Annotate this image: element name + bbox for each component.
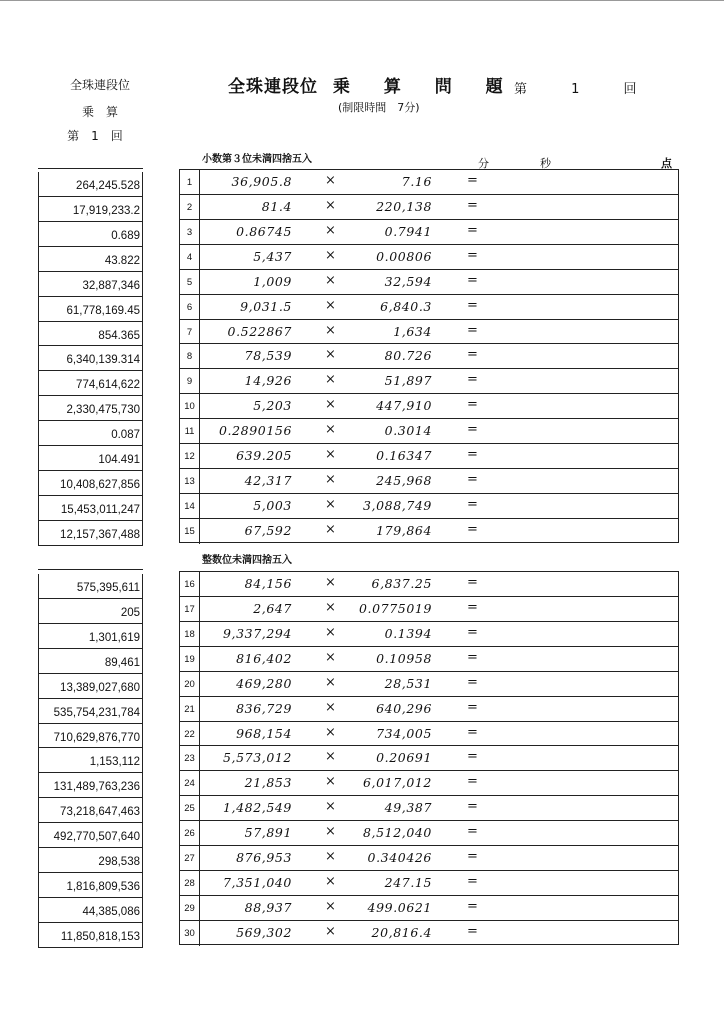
problem-row (180, 921, 678, 946)
section1-label: 小数第３位未満四捨五入 (202, 154, 312, 165)
left-subject: 乗 算 (81, 105, 118, 119)
problem-row (180, 519, 678, 544)
times-sign: × (325, 699, 336, 715)
equals-sign: = (467, 422, 478, 438)
problem-number: 14 (180, 494, 200, 518)
multiplicand: 42,317 (244, 473, 292, 489)
equals-sign: = (467, 197, 478, 213)
multiplicand: 639.205 (236, 448, 292, 464)
problem-row (180, 344, 678, 369)
problem-row (180, 896, 678, 921)
answer-value: 6,340,139.314 (39, 346, 142, 371)
problem-number: 7 (180, 320, 200, 344)
problem-number: 17 (180, 597, 200, 621)
times-sign: × (325, 674, 336, 690)
answers2-top-border (38, 569, 143, 570)
problem-number: 19 (180, 647, 200, 671)
multiplicand: 1,009 (253, 273, 292, 289)
answer-value: 264,245.528 (39, 172, 142, 197)
multiplicand: 84,156 (244, 576, 292, 591)
multiplier: 220,138 (376, 198, 432, 214)
answer-value: 774,614,622 (39, 371, 142, 396)
answer-value: 15,453,011,247 (39, 496, 142, 521)
multiplicand: 9,337,294 (222, 625, 292, 641)
multiplicand: 0.86745 (236, 223, 292, 239)
problem-row (180, 494, 678, 519)
problem-row (180, 871, 678, 896)
times-sign: × (325, 173, 336, 188)
times-sign: × (325, 197, 336, 213)
problem-number: 25 (180, 796, 200, 820)
times-sign: × (325, 575, 336, 590)
time-limit: (制限時間 7分) (338, 101, 420, 114)
equals-sign: = (467, 799, 478, 815)
answer-value: 205 (39, 599, 142, 624)
multiplier: 6,017,012 (362, 775, 432, 791)
problem-number: 21 (180, 697, 200, 721)
multiplicand: 7,351,040 (222, 875, 292, 891)
problem-row (180, 622, 678, 647)
problem-number: 5 (180, 270, 200, 294)
multiplier: 51,897 (384, 373, 432, 389)
answer-value: 104.491 (39, 446, 142, 471)
equals-sign: = (467, 699, 478, 715)
times-sign: × (325, 447, 336, 463)
times-sign: × (325, 849, 336, 865)
answers1-top-border (38, 168, 143, 169)
multiplicand: 36,905.8 (231, 174, 292, 189)
answers-column-1 (38, 172, 143, 546)
problem-number: 13 (180, 469, 200, 493)
problem-number: 16 (180, 572, 200, 596)
equals-sign: = (467, 599, 478, 615)
equals-sign: = (467, 247, 478, 263)
equals-sign: = (467, 923, 478, 939)
answer-value: 17,919,233.2 (39, 197, 142, 222)
problem-row (180, 270, 678, 295)
page-title (228, 72, 517, 97)
problems-table-1 (179, 169, 679, 543)
answer-value: 13,389,027,680 (39, 674, 142, 699)
multiplicand: 836,729 (236, 700, 292, 716)
problem-row (180, 419, 678, 444)
times-sign: × (325, 923, 336, 939)
problems-table-2 (179, 571, 679, 945)
multiplier: 179,864 (376, 522, 432, 538)
multiplier: 1,634 (393, 323, 432, 339)
multiplicand: 569,302 (236, 924, 292, 940)
multiplicand: 968,154 (236, 725, 292, 741)
equals-sign: = (467, 472, 478, 488)
problem-row (180, 220, 678, 245)
times-sign: × (325, 774, 336, 790)
title-org: 全珠連段位 (228, 77, 318, 97)
problem-row (180, 672, 678, 697)
equals-sign: = (467, 222, 478, 238)
score-label: 点 (661, 157, 672, 170)
problem-row (180, 394, 678, 419)
problem-row (180, 846, 678, 871)
multiplier: 7.16 (401, 174, 432, 189)
multiplicand: 5,003 (253, 497, 292, 513)
problem-row (180, 697, 678, 722)
times-sign: × (325, 372, 336, 388)
seconds-label: 秒 (540, 157, 551, 170)
equals-sign: = (467, 774, 478, 790)
times-sign: × (325, 272, 336, 288)
multiplicand: 88,937 (244, 899, 292, 915)
problem-row (180, 821, 678, 846)
multiplier: 0.1394 (384, 625, 432, 641)
equals-sign: = (467, 272, 478, 288)
equals-sign: = (467, 297, 478, 313)
problem-row (180, 796, 678, 821)
equals-sign: = (467, 898, 478, 914)
answer-value: 1,816,809,536 (39, 873, 142, 898)
multiplicand: 0.522867 (227, 323, 292, 339)
times-sign: × (325, 521, 336, 537)
problem-number: 22 (180, 722, 200, 746)
multiplicand: 1,482,549 (222, 800, 292, 816)
multiplicand: 876,953 (236, 850, 292, 866)
left-title: 全珠連段位 (69, 78, 130, 92)
problem-row (180, 295, 678, 320)
answer-value: 89,461 (39, 649, 142, 674)
problem-row (180, 195, 678, 220)
answers-column-2 (38, 574, 143, 948)
equals-sign: = (467, 347, 478, 363)
equals-sign: = (467, 624, 478, 640)
answer-value: 61,778,169.45 (39, 297, 142, 322)
answer-value: 11,850,818,153 (60, 930, 140, 943)
problem-number: 30 (180, 921, 200, 946)
left-round: 第 1 回 (67, 129, 123, 143)
answer-value: 10,408,627,856 (39, 471, 142, 496)
equals-sign: = (467, 447, 478, 463)
section2-label: 整数位未満四捨五入 (202, 555, 292, 566)
answer-value: 710,629,876,770 (39, 724, 142, 749)
multiplier: 245,968 (376, 473, 432, 489)
problem-row (180, 647, 678, 672)
multiplier: 0.7941 (384, 223, 432, 239)
multiplier: 49,387 (384, 800, 432, 816)
equals-sign: = (467, 397, 478, 413)
times-sign: × (325, 824, 336, 840)
problem-row (180, 245, 678, 270)
problem-number: 24 (180, 771, 200, 795)
multiplicand: 0.2890156 (219, 423, 292, 439)
problem-number: 18 (180, 622, 200, 646)
multiplicand: 816,402 (236, 650, 292, 666)
times-sign: × (325, 496, 336, 512)
problem-row (180, 746, 678, 771)
problem-row (180, 469, 678, 494)
multiplier: 0.0775019 (359, 600, 432, 616)
problem-number: 11 (180, 419, 200, 443)
problem-number: 12 (180, 444, 200, 468)
multiplier: 0.3014 (384, 423, 432, 439)
problem-number: 15 (180, 519, 200, 544)
multiplicand: 5,203 (253, 398, 292, 414)
multiplicand: 81.4 (261, 198, 292, 214)
equals-sign: = (467, 521, 478, 537)
problem-number: 3 (180, 220, 200, 244)
multiplier: 447,910 (376, 398, 432, 414)
answer-value: 1,153,112 (39, 748, 142, 773)
answer-value: 1,301,619 (39, 624, 142, 649)
answer-value: 2,330,475,730 (39, 396, 142, 421)
problem-row (180, 170, 678, 195)
times-sign: × (325, 397, 336, 413)
multiplier: 20,816.4 (371, 924, 432, 940)
multiplicand: 469,280 (236, 675, 292, 691)
multiplier: 3,088,749 (362, 497, 432, 513)
problem-row (180, 597, 678, 622)
problem-row (180, 320, 678, 345)
problem-row (180, 722, 678, 747)
multiplicand: 14,926 (244, 373, 292, 389)
problem-number: 29 (180, 896, 200, 920)
problem-number: 26 (180, 821, 200, 845)
problem-number: 4 (180, 245, 200, 269)
answer-value: 32,887,346 (39, 272, 142, 297)
times-sign: × (325, 649, 336, 665)
answer-value: 73,218,647,463 (39, 798, 142, 823)
multiplier: 0.340426 (367, 850, 432, 866)
equals-sign: = (467, 173, 478, 188)
multiplicand: 21,853 (244, 775, 292, 791)
times-sign: × (325, 422, 336, 438)
equals-sign: = (467, 874, 478, 890)
equals-sign: = (467, 322, 478, 338)
multiplicand: 9,031.5 (240, 298, 292, 314)
problem-number: 6 (180, 295, 200, 319)
round-label: 第 1 回 (514, 82, 657, 97)
multiplicand: 2,647 (253, 600, 292, 616)
equals-sign: = (467, 849, 478, 865)
multiplier: 734,005 (376, 725, 432, 741)
answer-value: 44,385,086 (39, 898, 142, 923)
problem-row (180, 771, 678, 796)
multiplier: 640,296 (376, 700, 432, 716)
problem-number: 23 (180, 746, 200, 770)
problem-number: 10 (180, 394, 200, 418)
times-sign: × (325, 799, 336, 815)
title-subject: 乗 算 問 題 (332, 77, 517, 97)
problem-number: 9 (180, 369, 200, 393)
equals-sign: = (467, 674, 478, 690)
multiplier: 6,837.25 (371, 576, 432, 591)
answer-value: 575,395,611 (39, 574, 142, 599)
equals-sign: = (467, 824, 478, 840)
answer-value: 535,754,231,784 (39, 699, 142, 724)
equals-sign: = (467, 372, 478, 388)
multiplier: 6,840.3 (380, 298, 432, 314)
answer-value: 0.689 (39, 222, 142, 247)
equals-sign: = (467, 724, 478, 740)
times-sign: × (325, 347, 336, 363)
multiplicand: 57,891 (244, 825, 292, 841)
multiplier: 499.0621 (367, 899, 432, 915)
problem-number: 20 (180, 672, 200, 696)
times-sign: × (325, 874, 336, 890)
answer-value: 12,157,367,488 (60, 528, 140, 541)
answer-value: 43.822 (39, 247, 142, 272)
problem-number: 28 (180, 871, 200, 895)
answer-value: 854.365 (39, 322, 142, 347)
times-sign: × (325, 297, 336, 313)
multiplier: 8,512,040 (362, 825, 432, 841)
problem-row (180, 572, 678, 597)
equals-sign: = (467, 749, 478, 765)
problem-number: 27 (180, 846, 200, 870)
page-top-edge (0, 0, 724, 1)
answer-value: 298,538 (39, 848, 142, 873)
problem-number: 1 (180, 170, 200, 194)
equals-sign: = (467, 496, 478, 512)
problem-row (180, 369, 678, 394)
multiplier: 0.00806 (376, 248, 432, 264)
answer-value: 131,489,763,236 (39, 773, 142, 798)
multiplier: 32,594 (384, 273, 432, 289)
multiplicand: 5,437 (253, 248, 292, 264)
multiplier: 0.20691 (376, 750, 432, 766)
times-sign: × (325, 599, 336, 615)
answer-value: 492,770,507,640 (39, 823, 142, 848)
problem-row (180, 444, 678, 469)
times-sign: × (325, 749, 336, 765)
times-sign: × (325, 724, 336, 740)
times-sign: × (325, 247, 336, 263)
problem-number: 2 (180, 195, 200, 219)
multiplicand: 78,539 (244, 348, 292, 364)
times-sign: × (325, 898, 336, 914)
equals-sign: = (467, 649, 478, 665)
multiplier: 0.10958 (376, 650, 432, 666)
multiplier: 28,531 (384, 675, 432, 691)
times-sign: × (325, 222, 336, 238)
multiplicand: 67,592 (244, 522, 292, 538)
multiplicand: 5,573,012 (222, 750, 292, 766)
minutes-label: 分 (478, 157, 489, 170)
times-sign: × (325, 472, 336, 488)
problem-number: 8 (180, 344, 200, 368)
times-sign: × (325, 624, 336, 640)
multiplier: 80.726 (384, 348, 432, 364)
multiplier: 247.15 (384, 875, 432, 891)
multiplier: 0.16347 (376, 448, 432, 464)
equals-sign: = (467, 575, 478, 590)
times-sign: × (325, 322, 336, 338)
answer-value: 0.087 (39, 421, 142, 446)
